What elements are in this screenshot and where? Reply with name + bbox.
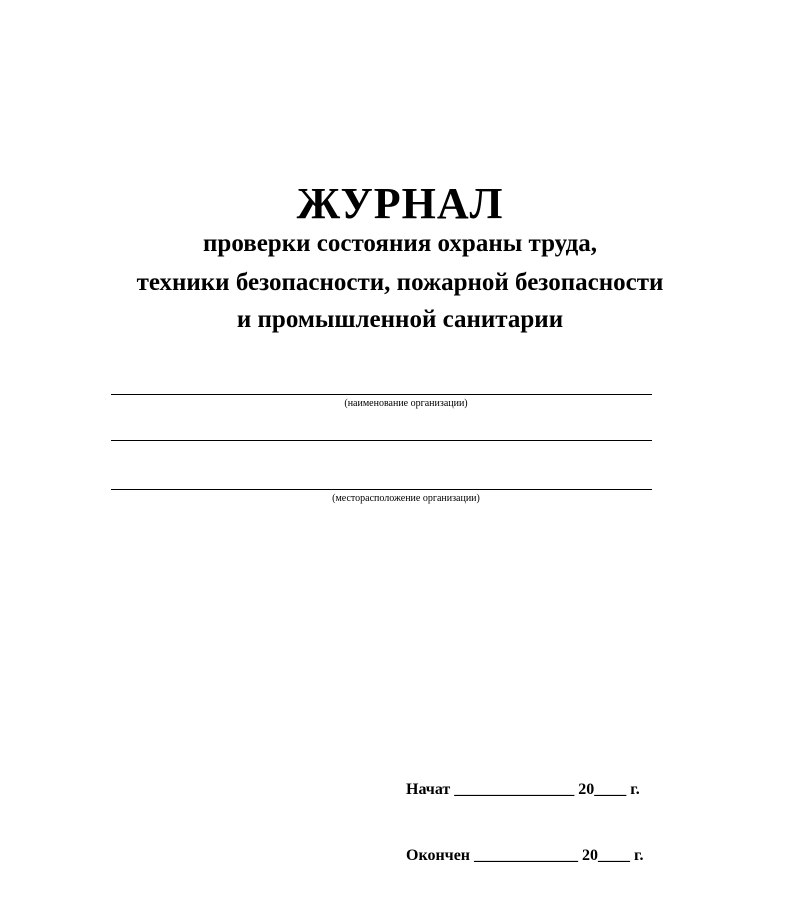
organization-name-caption: (наименование организации) [344,398,468,409]
document-title: ЖУРНАЛ [296,179,504,228]
subtitle-line-3: и промышленной санитарии [236,306,564,333]
subtitle-line-1: проверки состояния охраны труда, [203,230,597,257]
organization-location-line [111,489,652,490]
date-block [406,735,643,911]
finished-date: Окончен _____________ 20____ г. [406,847,644,864]
organization-name-line-2 [111,440,652,441]
organization-location-caption: (месторасположение организации) [332,493,480,504]
subtitle-line-2: техники безопасности, пожарной безопасности [136,269,664,296]
started-date: Начат _______________ 20____ г. [406,781,640,798]
organization-name-line [111,394,652,395]
